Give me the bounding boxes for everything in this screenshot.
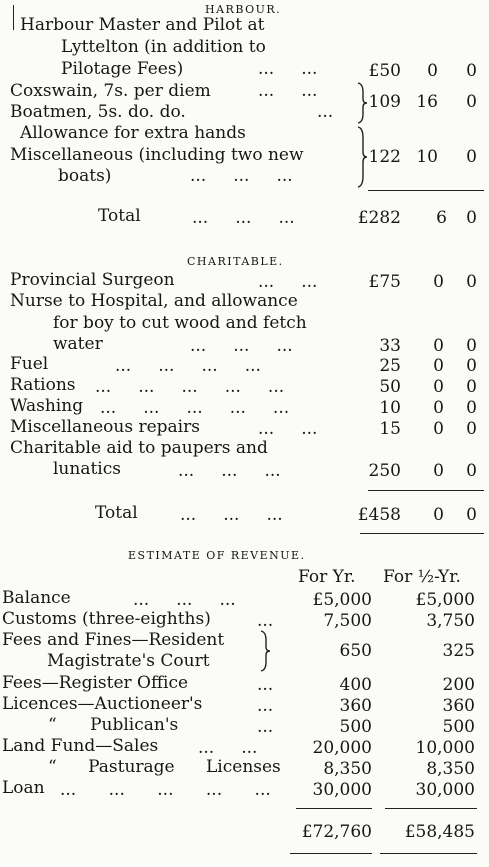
column-header-year: For Yr. bbox=[298, 567, 356, 587]
harbour-item-misc: Miscellaneous (including two new bbox=[10, 145, 304, 165]
amount-pounds: 25 bbox=[379, 356, 401, 376]
amount-year: 8,350 bbox=[323, 759, 372, 779]
revenue-item: Licences—Auctioneer's bbox=[2, 694, 203, 714]
amount-pence: 0 bbox=[466, 92, 477, 112]
amount-half-year: 200 bbox=[442, 675, 475, 695]
charitable-item: Provincial Surgeon bbox=[10, 270, 175, 290]
leader-dots: ... bbox=[257, 675, 274, 695]
amount-pence: 0 bbox=[466, 461, 477, 481]
amount-pounds: 10 bbox=[379, 398, 401, 418]
amount-pence: 0 bbox=[466, 356, 477, 376]
revenue-total-year: £72,760 bbox=[301, 822, 372, 842]
amount-year: 360 bbox=[339, 696, 372, 716]
charitable-item: Rations bbox=[10, 375, 76, 395]
amount-shillings: 0 bbox=[433, 336, 444, 356]
amount-pounds: £75 bbox=[368, 272, 401, 292]
harbour-item-boatmen: Boatmen, 5s. do. do. bbox=[10, 102, 186, 122]
charitable-heading: CHARITABLE. bbox=[187, 255, 284, 268]
amount-shillings: 0 bbox=[427, 61, 438, 81]
divider bbox=[360, 533, 484, 534]
leader-dots: ... bbox=[257, 717, 274, 737]
harbour-item-line: Harbour Master and Pilot at bbox=[20, 15, 265, 35]
amount-half-year: 325 bbox=[442, 641, 475, 661]
revenue-item: Fees—Register Office bbox=[2, 673, 189, 693]
total-pounds: £458 bbox=[357, 505, 401, 525]
revenue-total-half-year: £58,485 bbox=[404, 822, 475, 842]
amount-half-year: 30,000 bbox=[415, 780, 475, 800]
column-rule bbox=[13, 5, 14, 30]
amount-half-year: 10,000 bbox=[415, 738, 475, 758]
revenue-item: Land Fund—Sales bbox=[2, 736, 159, 756]
amount-shillings: 16 bbox=[416, 92, 438, 112]
divider bbox=[368, 490, 484, 491]
amount-pounds: 250 bbox=[368, 461, 401, 481]
revenue-item: “ Publican's bbox=[48, 715, 179, 735]
total-pounds: £282 bbox=[357, 208, 401, 228]
amount-year: 7,500 bbox=[323, 611, 372, 631]
charitable-item: water bbox=[53, 334, 103, 354]
revenue-item: Fees and Fines—Resident bbox=[2, 630, 225, 650]
amount-year: 650 bbox=[339, 641, 372, 661]
harbour-item-line: Lyttelton (in addition to bbox=[61, 37, 266, 57]
total-shillings: 0 bbox=[433, 505, 444, 525]
amount-shillings: 10 bbox=[416, 147, 438, 167]
divider bbox=[296, 808, 372, 809]
amount-shillings: 0 bbox=[433, 419, 444, 439]
amount-shillings: 0 bbox=[433, 272, 444, 292]
amount-pence: 0 bbox=[466, 61, 477, 81]
amount-shillings: 0 bbox=[433, 356, 444, 376]
amount-pence: 0 bbox=[466, 377, 477, 397]
amount-shillings: 0 bbox=[433, 377, 444, 397]
revenue-item: Loan bbox=[2, 778, 45, 798]
leader-dots: ... ... bbox=[258, 419, 318, 439]
charitable-item: Charitable aid to paupers and bbox=[10, 438, 268, 458]
total-pence: 0 bbox=[466, 208, 477, 228]
amount-pounds: 33 bbox=[379, 336, 401, 356]
amount-pence: 0 bbox=[466, 336, 477, 356]
harbour-total-label: Total bbox=[98, 206, 141, 226]
harbour-item-misc: boats) bbox=[58, 166, 112, 186]
harbour-item-line: Pilotage Fees) bbox=[61, 59, 184, 79]
charitable-item: Miscellaneous repairs bbox=[10, 417, 200, 437]
divider bbox=[385, 808, 477, 809]
leader-dots: ... ... bbox=[258, 59, 318, 79]
divider bbox=[380, 853, 477, 854]
amount-half-year: £5,000 bbox=[415, 590, 475, 610]
leader-dots: ... ... bbox=[198, 738, 258, 758]
amount-pounds: 122 bbox=[368, 147, 401, 167]
amount-half-year: 3,750 bbox=[426, 611, 475, 631]
leader-dots: ... ... ... ... ... bbox=[60, 780, 271, 800]
leader-dots: ... ... ... ... bbox=[115, 356, 261, 376]
revenue-item: “ Pasturage Licenses bbox=[48, 757, 281, 777]
harbour-item-allowance: Allowance for extra hands bbox=[20, 123, 246, 143]
amount-shillings: 0 bbox=[433, 398, 444, 418]
amount-pounds: 50 bbox=[379, 377, 401, 397]
charitable-item: Washing bbox=[10, 396, 84, 416]
leader-dots: ... ... ... bbox=[133, 590, 236, 610]
amount-pounds: £50 bbox=[368, 61, 401, 81]
amount-pence: 0 bbox=[466, 398, 477, 418]
leader-dots: ... ... ... ... ... bbox=[100, 398, 290, 418]
revenue-item: Balance bbox=[2, 588, 71, 608]
revenue-heading: ESTIMATE OF REVENUE. bbox=[128, 549, 306, 562]
amount-year: 500 bbox=[339, 717, 372, 737]
leader-dots: ... bbox=[317, 102, 334, 122]
divider bbox=[368, 190, 484, 191]
leader-dots: ... ... ... bbox=[192, 208, 295, 228]
column-header-half-year: For ½-Yr. bbox=[383, 567, 461, 587]
leader-dots: ... ... ... bbox=[190, 166, 293, 186]
charitable-item: for boy to cut wood and fetch bbox=[53, 313, 307, 333]
charitable-item: Fuel bbox=[10, 354, 49, 374]
amount-year: 20,000 bbox=[312, 738, 372, 758]
leader-dots: ... ... ... bbox=[178, 461, 281, 481]
leader-dots: ... bbox=[257, 611, 274, 631]
brace-icon bbox=[355, 126, 369, 188]
amount-half-year: 360 bbox=[442, 696, 475, 716]
total-shillings: 6 bbox=[436, 208, 447, 228]
amount-half-year: 500 bbox=[442, 717, 475, 737]
harbour-heading: HARBOUR. bbox=[205, 3, 282, 16]
amount-year: 30,000 bbox=[312, 780, 372, 800]
leader-dots: ... ... bbox=[258, 81, 318, 101]
revenue-item: Magistrate's Court bbox=[47, 651, 210, 671]
harbour-item-coxswain: Coxswain, 7s. per diem bbox=[10, 81, 211, 101]
charitable-total-label: Total bbox=[95, 503, 138, 523]
brace-icon bbox=[258, 630, 272, 672]
amount-pounds: 15 bbox=[379, 419, 401, 439]
charitable-item: lunatics bbox=[53, 459, 121, 479]
leader-dots: ... ... ... bbox=[190, 336, 293, 356]
amount-year: 400 bbox=[339, 675, 372, 695]
amount-pence: 0 bbox=[466, 419, 477, 439]
divider bbox=[290, 853, 372, 854]
amount-pence: 0 bbox=[466, 147, 477, 167]
leader-dots: ... bbox=[257, 696, 274, 716]
amount-half-year: 8,350 bbox=[426, 759, 475, 779]
amount-shillings: 0 bbox=[433, 461, 444, 481]
amount-year: £5,000 bbox=[312, 590, 372, 610]
amount-pence: 0 bbox=[466, 272, 477, 292]
leader-dots: ... ... ... ... ... bbox=[95, 377, 285, 397]
leader-dots: ... ... bbox=[258, 272, 318, 292]
charitable-item: Nurse to Hospital, and allowance bbox=[10, 291, 298, 311]
leader-dots: ... ... ... bbox=[180, 505, 283, 525]
amount-pounds: 109 bbox=[368, 92, 401, 112]
brace-icon bbox=[355, 82, 369, 124]
revenue-item: Customs (three-eighths) bbox=[2, 609, 211, 629]
total-pence: 0 bbox=[466, 505, 477, 525]
